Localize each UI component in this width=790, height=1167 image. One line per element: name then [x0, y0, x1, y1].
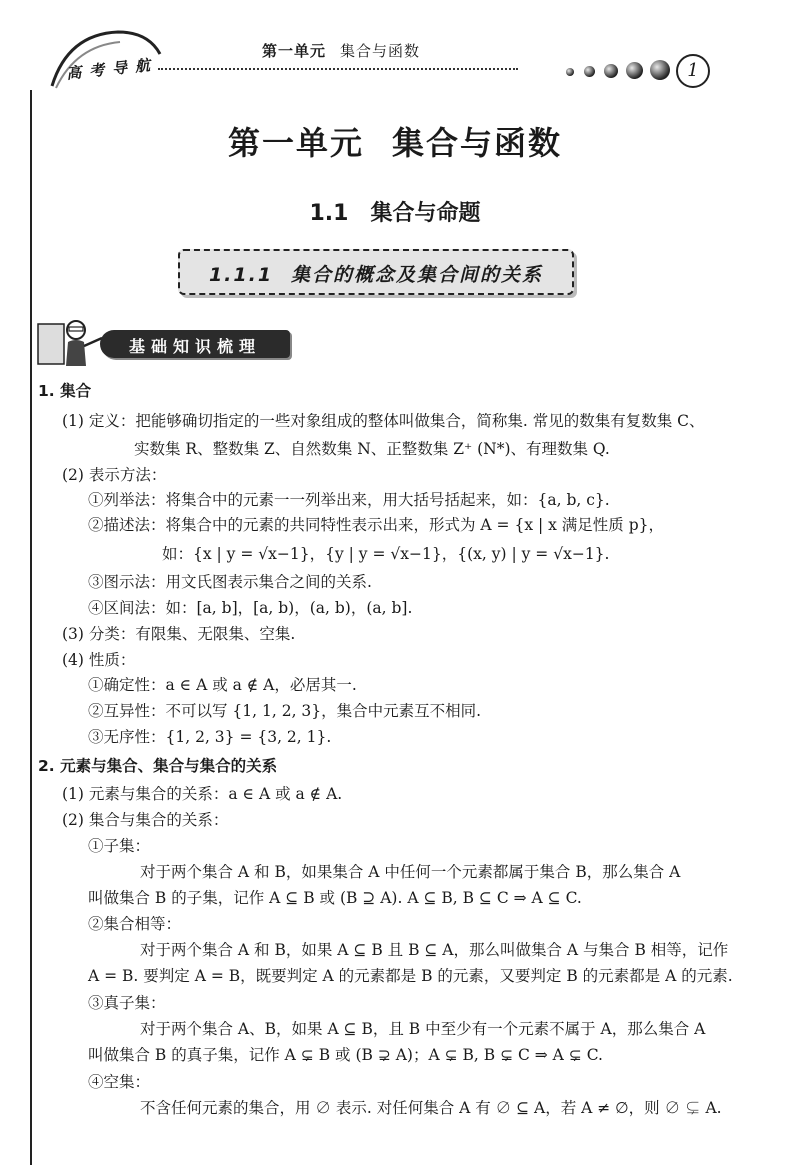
- subset-text-2: 叫做集合 B 的子集，记作 A ⊆ B 或 (B ⊇ A). A ⊆ B, B ⊆ C ⇒ A ⊆ C.: [88, 889, 582, 907]
- section-number: 1.1: [309, 201, 349, 226]
- heading-relations: 2. 元素与集合、集合与集合的关系: [38, 757, 278, 775]
- subset-heading: ①子集：: [88, 837, 151, 855]
- interval-method: ④区间法：如：[a, b]，[a, b)，(a, b)，(a, b].: [88, 599, 413, 617]
- running-header-unit: 第一单元: [262, 42, 327, 60]
- equality-text-2: A = B. 要判定 A = B，既要判定 A 的元素都是 B 的元素，又要判定 B 的元素都是 A 的元素.: [88, 967, 733, 985]
- page-number: 1: [676, 54, 710, 88]
- description-method: ②描述法：将集合中的元素的共同特性表示出来，形式为 A = {x | x 满足性质 p}，: [88, 516, 665, 534]
- classification: (3) 分类：有限集、无限集、空集.: [62, 625, 296, 643]
- unit-title: [0, 118, 790, 164]
- venn-method: ③图示法：用文氏图表示集合之间的关系.: [88, 573, 372, 591]
- basic-knowledge-banner: [100, 330, 290, 358]
- logo-text: 高考导航: [65, 55, 159, 83]
- equality-heading: ②集合相等：: [88, 915, 182, 933]
- proper-subset-text-1: 对于两个集合 A、B，如果 A ⊆ B，且 B 中至少有一个元素不属于 A，那么集合 A: [140, 1020, 706, 1038]
- properties-heading: (4) 性质：: [62, 651, 136, 669]
- subsection-title-box: [178, 249, 574, 295]
- proper-subset-heading: ③真子集：: [88, 994, 166, 1012]
- proper-subset-text-2: 叫做集合 B 的真子集，记作 A ⊊ B 或 (B ⊋ A)；A ⊊ B, B ⊊ C ⇒ A ⊊ C.: [88, 1046, 603, 1064]
- heading-sets: 1. 集合: [38, 382, 92, 400]
- representation-heading: (2) 表示方法：: [62, 466, 167, 484]
- running-header-topic: 集合与函数: [340, 42, 421, 60]
- section-title: [0, 196, 790, 227]
- section-name: 集合与命题: [370, 201, 481, 226]
- subsection-number: 1.1.1: [208, 264, 274, 286]
- header-dotted-rule: [158, 68, 518, 70]
- property-definiteness: ①确定性：a ∈ A 或 a ∉ A，必居其一.: [88, 676, 357, 694]
- subset-text-1: 对于两个集合 A 和 B，如果集合 A 中任何一个元素都属于集合 B，那么集合 A: [140, 863, 681, 881]
- teacher-figure-icon: [36, 316, 106, 368]
- subsection-title: [180, 260, 572, 287]
- set-set-relation-heading: (2) 集合与集合的关系：: [62, 811, 229, 829]
- banner-label: 基础知识梳理: [128, 337, 261, 356]
- unit-title-number: 第一单元: [227, 124, 364, 162]
- empty-set-text: 不含任何元素的集合，用 ∅ 表示. 对任何集合 A 有 ∅ ⊆ A，若 A ≠ ∅，则 ∅ ⊊ A.: [140, 1099, 722, 1117]
- list-method: ①列举法：将集合中的元素一一列举出来，用大括号括起来，如：{a, b, c}.: [88, 491, 610, 509]
- element-set-relation: (1) 元素与集合的关系：a ∈ A 或 a ∉ A.: [62, 785, 343, 803]
- subsection-name: 集合的概念及集合间的关系: [291, 264, 544, 286]
- property-distinctness: ②互异性：不可以写 {1, 1, 2, 3}，集合中元素互不相同.: [88, 702, 482, 720]
- empty-set-heading: ④空集：: [88, 1073, 151, 1091]
- running-header: [262, 40, 420, 61]
- definition-line-1: (1) 定义：把能够确切指定的一些对象组成的整体叫做集合，简称集. 常见的数集有复数集 C、: [62, 412, 705, 430]
- left-margin-rule: [30, 90, 32, 1165]
- description-examples: 如：{x | y = √x−1}，{y | y = √x−1}，{(x, y) | y = √x−1}.: [162, 545, 610, 563]
- definition-line-2: 实数集 R、整数集 Z、自然数集 N、正整数集 Z⁺ (N*)、有理数集 Q.: [134, 440, 610, 458]
- property-unordered: ③无序性：{1, 2, 3} = {3, 2, 1}.: [88, 728, 332, 746]
- equality-text-1: 对于两个集合 A 和 B，如果 A ⊆ B 且 B ⊆ A，那么叫做集合 A 与集合 B 相等，记作: [140, 941, 729, 959]
- unit-title-name: 集合与函数: [392, 124, 563, 162]
